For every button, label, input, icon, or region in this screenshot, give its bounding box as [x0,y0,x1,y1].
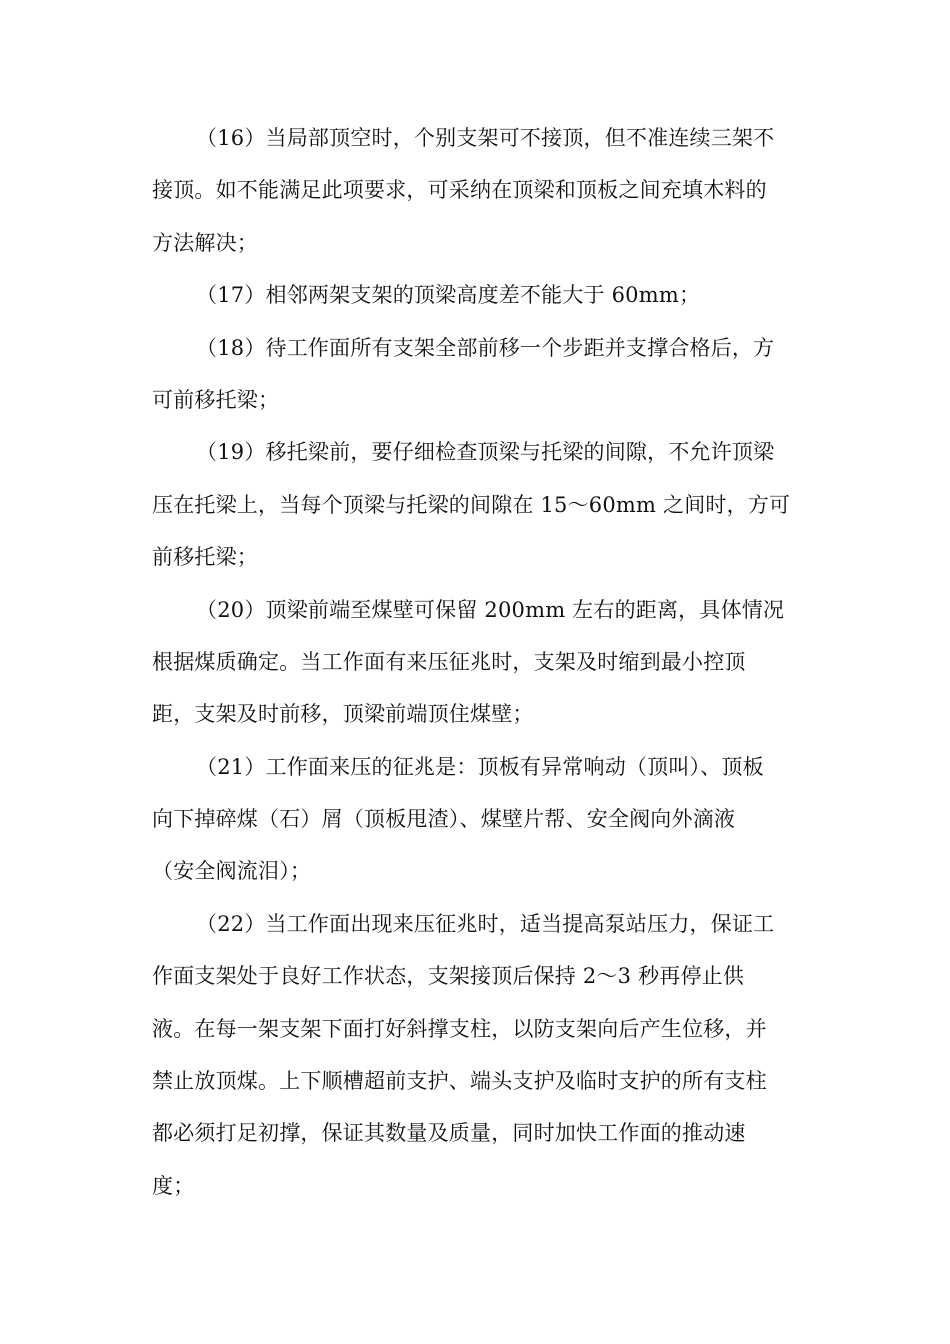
text-line: （19）移托梁前，要仔细检查顶梁与托梁的间隙，不允许顶梁 [196,440,775,465]
text-line: 根据煤质确定。当工作面有来压征兆时，支架及时缩到最小控顶 [152,649,746,674]
text-line: 前移托梁； [152,545,258,570]
text-line: 方法解决； [152,230,258,255]
text-line: （18）待工作面所有支架全部前移一个步距并支撑合格后，方 [196,335,775,360]
text-line: 禁止放顶煤。上下顺槽超前支护、端头支护及临时支护的所有支柱 [152,1069,767,1094]
text-line: （22）当工作面出现来压征兆时，适当提高泵站压力，保证工 [196,911,775,936]
text-line: 作面支架处于良好工作状态，支架接顶后保持 2～3 秒再停止供 [152,964,745,989]
text-line: （安全阀流泪）； [152,859,312,884]
text-line: 压在托梁上，当每个顶梁与托梁的间隙在 15～60mm 之间时，方可 [152,492,791,517]
text-line: 距，支架及时前移，顶梁前端顶住煤壁； [152,702,534,727]
text-line: 度； [152,1173,195,1198]
text-line: 接顶。如不能满足此项要求，可采纳在顶梁和顶板之间充填木料的 [152,178,767,203]
document-body [152,112,802,1212]
text-line: 向下掉碎煤（石）屑（顶板甩渣）、煤壁片帮、安全阀向外滴液 [152,807,736,832]
text-line: 液。在每一架支架下面打好斜撑支柱，以防支架向后产生位移，并 [152,1016,767,1041]
text-line: （16）当局部顶空时，个别支架可不接顶，但不准连续三架不 [196,126,775,150]
text-line: （17）相邻两架支架的顶梁高度差不能大于 60mm； [196,283,701,308]
text-line: （21）工作面来压的征兆是：顶板有异常响动（顶叫）、顶板 [196,754,764,779]
text-line: 都必须打足初撑，保证其数量及质量，同时加快工作面的推动速 [152,1121,746,1146]
text-line: 可前移托梁； [152,387,280,412]
text-line: （20）顶梁前端至煤壁可保留 200mm 左右的距离，具体情况 [196,597,785,622]
